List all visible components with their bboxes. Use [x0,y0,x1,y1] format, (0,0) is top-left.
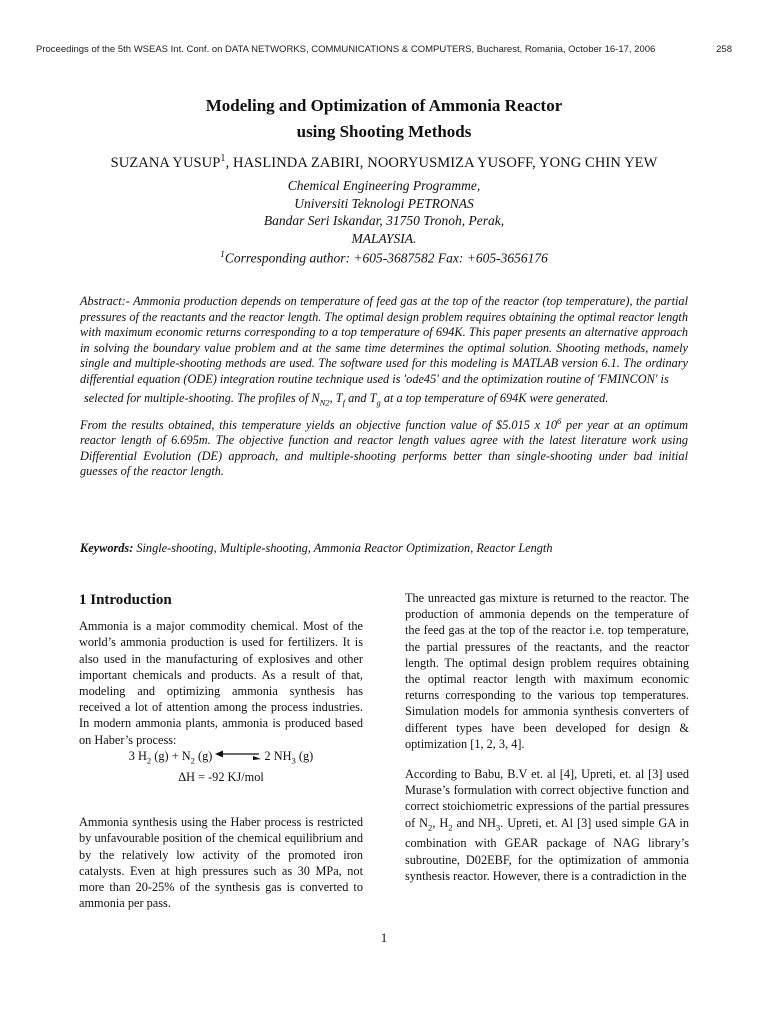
right-p2-c: and NH [452,815,496,830]
abstract-p3-b: per year at an optimum reactor length of 6.695m. The objective function and reactor length values agree with the latest literature work using Differential Evolution (DE) approach, and multiple-shooting performs better than single-shooting under bad initial guesses of the reactor length. [80,417,689,479]
equilibrium-arrow-icon [215,748,261,765]
eq-rhs-sub: 3 [291,755,296,766]
page-number: 1 [380,930,388,945]
haber-equation [79,748,363,769]
paper-title [0,93,768,145]
title-line-2: using Shooting Methods [296,122,472,141]
eq-lhs-sub2: 2 [190,755,195,766]
abstract-p1: Abstract:- Ammonia production depends on temperature of feed gas at the top of the reactor (top temperature), the partial pressures of the reactants and the reactor length. The optimal design problem requires obtaining the optimal reactor length with maximum economic returns corresponding to a top temperature of 694K. This paper presents an alternative approach in solving the boundary value problem and at the same time determines the optimal solution. Shooting methods, namely single and multiple-shooting methods are used. The software used for this modeling is MATLAB version 6.1. The ordinary differential equation (ODE) integration routine technique used is 'ode45' and the optimization routine of 'FMINCON' is [80,294,688,386]
intro-paragraph-2: Ammonia synthesis using the Haber process is restricted by unfavourable position of the chemical equilibrium and by the relatively low activity of the promoted iron catalysts. Even at high pressures such as 30 MPa, not more than 20-25% of the synthesis gas is converted to ammonia per pass. [79,815,363,911]
abstract-p2-b: , T [329,390,343,405]
abstract-p2 [80,391,688,411]
keywords [80,541,688,556]
right-paragraph-1: The unreacted gas mixture is returned to the reactor. The production of ammonia depends on the temperature of the feed gas at the top of the reactor i.e. top temperature, the partial pressures of the reactants, and the reactor length. The optimal design problem requires obtaining the optimal reactor length with maximum economic returns corresponding to the various top temperatures. Simulation models for ammonia synthesis converters of different types have been developed for design & optimization [1, 2, 3, 4]. [405,591,689,751]
abstract-p2-sub1: N2 [319,397,330,408]
keywords-text: Single-shooting, Multiple-shooting, Ammonia Reactor Optimization, Reactor Length [133,541,553,555]
right-p2-sub2: 2 [448,822,453,833]
affiliation-line-2: Universiti Teknologi PETRONAS [294,195,474,211]
corr-mark: 1 [220,250,225,260]
corr-text: Corresponding author: +605-3687582 Fax: +605-3656176 [224,250,548,266]
intro-paragraph-1: Ammonia is a major commodity chemical. Most of the world’s ammonia production is used for fertilizers. It is also used in the manufacturing of explosives and other important chemicals and products. As a result of that, modeling and optimizing ammonia synthesis has received a lot of attention among the process industries. In modern ammonia plants, ammonia is produced based on Haber’s process: [79,619,363,747]
eq-lhs-c: (g) [194,748,213,763]
section-heading: 1 Introduction [79,592,172,608]
right-p2-d: . Upreti, et. Al [3] used simple GA in combination with GEAR package of NAG library’s subroutine, D02EBF, for the optimization of ammonia synthesis reactor. However, there is a contradiction in the [405,815,689,883]
right-p2-b: , H [432,815,449,830]
eq-rhs-b: (g) [295,748,314,763]
affiliation [0,177,768,267]
right-p2-a: According to Babu, B.V et. al [4], Upreti, et. al [3] used Murase’s formulation with correct objective function and correct stoichiometric expressions of the partial pressures of N [405,767,689,830]
left-column [79,592,363,912]
corresponding-author [0,247,768,267]
abstract-p3-sup: 6 [557,415,562,426]
eq-lhs-a: 3 H [128,748,147,763]
running-head-page: 258 [716,44,732,55]
affiliation-line-1: Chemical Engineering Programme, [287,178,481,193]
eq-lhs-sub1: 2 [146,755,152,766]
abstract-p3 [80,414,688,480]
right-p2-sub3: 3 [495,822,501,833]
affiliation-line-4: MALAYSIA. [351,230,417,246]
eq-rhs-a: 2 NH [264,748,292,763]
author-rest: , HASLINDA ZABIRI, NOORYUSMIZA YUSOFF, YONG CHIN YEW [225,154,658,171]
keywords-label: Keywords: [80,541,134,555]
author-first: SUZANA YUSUP [110,154,221,171]
author-mark: 1 [220,153,226,164]
title-line-1: Modeling and Optimization of Ammonia Reactor [205,96,563,115]
author-list [0,153,768,172]
eq-lhs-b: (g) + N [151,748,191,763]
abstract-p2-a: selected for multiple-shooting. The profiles of N [84,390,320,405]
abstract-p2-d: at a top temperature of 694K were generated. [380,390,609,405]
enthalpy-line: ΔH = -92 KJ/mol [178,770,264,785]
right-paragraph-2 [405,766,689,884]
abstract-p2-sub3: g [376,397,381,408]
abstract-p2-sub2: f [342,397,346,408]
right-column [405,590,689,884]
abstract [80,294,688,480]
abstract-p2-c: and T [345,390,377,405]
right-p2-sub1: 2 [428,822,433,833]
abstract-p3-a: From the results obtained, this temperature yields an objective function value of $5.015 x 10 [80,417,558,432]
affiliation-line-3: Bandar Seri Iskandar, 31750 Tronoh, Perak, [263,213,505,228]
running-head-text: Proceedings of the 5th WSEAS Int. Conf. on DATA NETWORKS, COMMUNICATIONS & COMPUTERS, Bucharest, Romania, October 16-17, 2006 [36,44,656,55]
